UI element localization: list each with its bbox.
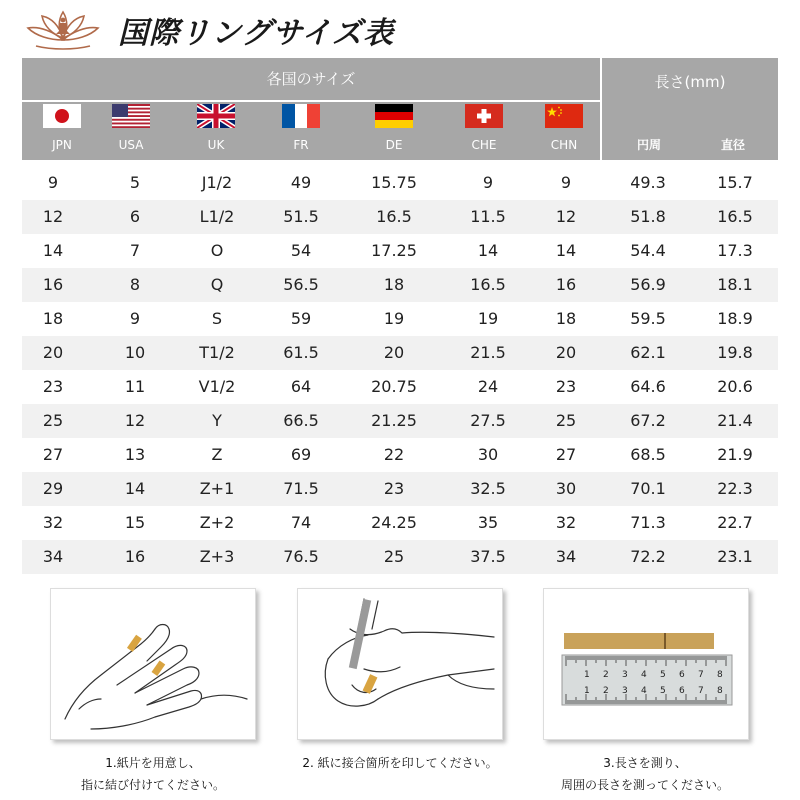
country-code: FR [293, 138, 309, 152]
ruler-number: 3 [622, 670, 628, 680]
table-cell: 20.6 [717, 377, 753, 396]
usa-flag-icon [112, 104, 150, 128]
caption-line: 2. 紙に接合箇所を印してください。 [302, 756, 498, 770]
length-subheader-diameter: 直径 [720, 138, 745, 152]
table-cell: 24.25 [371, 513, 417, 532]
ruler-number: 6 [679, 670, 685, 680]
table-cell: 54.4 [630, 241, 666, 260]
table-cell: 20 [42, 343, 64, 362]
table-cell: 67.2 [630, 411, 666, 430]
country-chn [534, 104, 594, 152]
caption-line: 3.長さを測り、 [603, 756, 687, 770]
table-row [22, 506, 778, 540]
table-cell: 37.5 [470, 547, 506, 566]
table-cell: 61.5 [283, 343, 319, 362]
table-cell: 72.2 [630, 547, 666, 566]
table-cell: 49.3 [630, 173, 666, 192]
country-code: USA [118, 138, 144, 152]
germany-flag-icon [375, 104, 413, 128]
ruler-number: 4 [641, 670, 647, 680]
japan-flag-icon [43, 104, 81, 128]
table-cell: 34 [555, 547, 577, 566]
table-cell: 19.8 [717, 343, 753, 362]
table-cell: 54 [290, 241, 312, 260]
table-cell: 25 [555, 411, 577, 430]
table-cell: 18 [555, 309, 577, 328]
table-row [22, 404, 778, 438]
ruler-number: 5 [660, 686, 666, 696]
ruler-number: 5 [660, 670, 666, 680]
table-cell: 16.5 [376, 207, 412, 226]
table-cell: 14 [477, 241, 499, 260]
table-row [22, 438, 778, 472]
length-subheader-circumference: 円周 [636, 138, 661, 152]
table-cell: V1/2 [198, 377, 236, 396]
caption-line: 指に結び付けてください。 [80, 778, 225, 792]
table-cell: 27 [42, 445, 64, 464]
table-cell: 35 [477, 513, 499, 532]
table-cell: 62.1 [630, 343, 666, 362]
table-row [22, 200, 778, 234]
ruler-number: 2 [603, 686, 609, 696]
table-row [22, 370, 778, 404]
table-cell: 5 [129, 173, 141, 192]
ruler-number: 8 [717, 670, 723, 680]
table-cell: Z [211, 445, 223, 464]
header-divider-vertical [600, 58, 602, 160]
table-cell: 32 [555, 513, 577, 532]
size-table [22, 166, 778, 574]
step1-panel [50, 588, 256, 740]
table-cell: 22 [383, 445, 405, 464]
table-cell: 12 [555, 207, 577, 226]
table-cell: O [210, 241, 224, 260]
table-cell: 21.9 [717, 445, 753, 464]
length-title: 長さ(mm) [654, 73, 726, 91]
country-code: UK [207, 138, 225, 152]
switzerland-flag-icon [465, 104, 503, 128]
table-cell: 6 [129, 207, 141, 226]
table-cell: 19 [477, 309, 499, 328]
table-cell: Z+2 [199, 513, 235, 532]
table-row [22, 302, 778, 336]
table-cell: 22.3 [717, 479, 753, 498]
table-cell: 18.9 [717, 309, 753, 328]
country-code: DE [385, 138, 403, 152]
table-cell: 68.5 [630, 445, 666, 464]
table-cell: 15.75 [371, 173, 417, 192]
table-cell: 51.5 [283, 207, 319, 226]
table-cell: 64.6 [630, 377, 666, 396]
step1-caption [50, 752, 256, 796]
table-cell: 23 [42, 377, 64, 396]
table-cell: 25 [383, 547, 405, 566]
china-flag-icon [545, 104, 583, 128]
table-cell: Z+3 [199, 547, 235, 566]
table-cell: Q [210, 275, 224, 294]
country-jpn [32, 104, 92, 152]
ruler-measuring-strip-illustration [544, 589, 748, 739]
ruler-number: 6 [679, 686, 685, 696]
table-cell: 17.25 [371, 241, 417, 260]
table-cell: 23.1 [717, 547, 753, 566]
country-code: CHE [471, 138, 497, 152]
table-cell: 16 [555, 275, 577, 294]
table-cell: 25 [42, 411, 64, 430]
table-cell: 30 [555, 479, 577, 498]
header-divider [22, 100, 600, 102]
table-cell: 20 [555, 343, 577, 362]
country-che [454, 104, 514, 152]
table-cell: 11 [124, 377, 146, 396]
table-cell: 51.8 [630, 207, 666, 226]
country-uk [186, 104, 246, 152]
step2-panel [297, 588, 503, 740]
table-cell: 29 [42, 479, 64, 498]
table-cell: 32.5 [470, 479, 506, 498]
table-cell: 9 [560, 173, 572, 192]
table-cell: 9 [482, 173, 494, 192]
page-title: 国際リングサイズ表 [118, 16, 394, 51]
table-cell: S [211, 309, 223, 328]
table-header [22, 58, 778, 160]
table-cell: 34 [42, 547, 64, 566]
table-cell: 21.4 [717, 411, 753, 430]
country-code: JPN [52, 138, 72, 152]
table-cell: 22.7 [717, 513, 753, 532]
table-cell: L1/2 [199, 207, 235, 226]
ruler-number: 2 [603, 670, 609, 680]
country-fr [271, 104, 331, 152]
table-cell: 21.5 [470, 343, 506, 362]
table-cell: 18.1 [717, 275, 753, 294]
table-cell: 18 [383, 275, 405, 294]
country-code: CHN [550, 138, 578, 152]
step3-caption [540, 752, 750, 796]
table-cell: 20.75 [371, 377, 417, 396]
table-cell: 56.5 [283, 275, 319, 294]
table-row [22, 540, 778, 574]
table-cell: Z+1 [199, 479, 235, 498]
step3-panel [543, 588, 749, 740]
step2-caption [278, 752, 522, 774]
table-cell: 18 [42, 309, 64, 328]
table-cell: 15 [124, 513, 146, 532]
table-cell: 66.5 [283, 411, 319, 430]
table-cell: 11.5 [470, 207, 506, 226]
ruler-number: 8 [717, 686, 723, 696]
caption-line: 周囲の長さを測ってください。 [560, 778, 729, 792]
table-cell: 19 [383, 309, 405, 328]
marking-paper-with-pen-illustration [298, 589, 502, 739]
table-cell: 20 [383, 343, 405, 362]
table-cell: 21.25 [371, 411, 417, 430]
table-cell: T1/2 [199, 343, 235, 362]
countries-title: 各国のサイズ [266, 70, 356, 88]
caption-line: 1.紙片を用意し、 [105, 756, 201, 770]
table-cell: 27 [555, 445, 577, 464]
table-cell: 74 [290, 513, 312, 532]
ruler-number: 4 [641, 686, 647, 696]
table-cell: 9 [129, 309, 141, 328]
table-cell: 23 [555, 377, 577, 396]
table-row [22, 268, 778, 302]
lotus-meditation-icon [22, 6, 104, 52]
table-cell: 15.7 [717, 173, 753, 192]
table-cell: 30 [477, 445, 499, 464]
table-cell: 64 [290, 377, 312, 396]
france-flag-icon [282, 104, 320, 128]
table-cell: 32 [42, 513, 64, 532]
table-row [22, 472, 778, 506]
ruler-number: 1 [584, 686, 590, 696]
table-cell: 76.5 [283, 547, 319, 566]
table-cell: 14 [555, 241, 577, 260]
table-cell: 27.5 [470, 411, 506, 430]
table-row [22, 234, 778, 268]
table-cell: 12 [124, 411, 146, 430]
table-cell: 17.3 [717, 241, 753, 260]
ruler-number: 3 [622, 686, 628, 696]
ruler-number: 7 [698, 670, 704, 680]
hand-with-paper-strip-illustration [51, 589, 255, 739]
table-row [22, 336, 778, 370]
table-cell: 16.5 [470, 275, 506, 294]
table-cell: 56.9 [630, 275, 666, 294]
table-cell: 13 [124, 445, 146, 464]
table-cell: 69 [290, 445, 312, 464]
table-cell: 24 [477, 377, 499, 396]
ruler-number: 7 [698, 686, 704, 696]
table-cell: J1/2 [201, 173, 233, 192]
table-cell: 71.5 [283, 479, 319, 498]
country-usa [101, 104, 161, 152]
table-cell: Y [212, 411, 222, 430]
country-de [364, 104, 424, 152]
table-cell: 9 [47, 173, 59, 192]
header [0, 0, 800, 58]
table-cell: 49 [290, 173, 312, 192]
table-cell: 14 [42, 241, 64, 260]
uk-flag-icon [197, 104, 235, 128]
table-cell: 16.5 [717, 207, 753, 226]
table-cell: 10 [124, 343, 146, 362]
table-cell: 8 [129, 275, 141, 294]
ruler-number: 1 [584, 670, 590, 680]
table-cell: 16 [42, 275, 64, 294]
table-cell: 16 [124, 547, 146, 566]
table-cell: 7 [129, 241, 141, 260]
table-cell: 71.3 [630, 513, 666, 532]
table-cell: 59 [290, 309, 312, 328]
table-row [22, 166, 778, 200]
table-cell: 70.1 [630, 479, 666, 498]
table-cell: 23 [383, 479, 405, 498]
table-cell: 59.5 [630, 309, 666, 328]
table-cell: 14 [124, 479, 146, 498]
table-cell: 12 [42, 207, 64, 226]
